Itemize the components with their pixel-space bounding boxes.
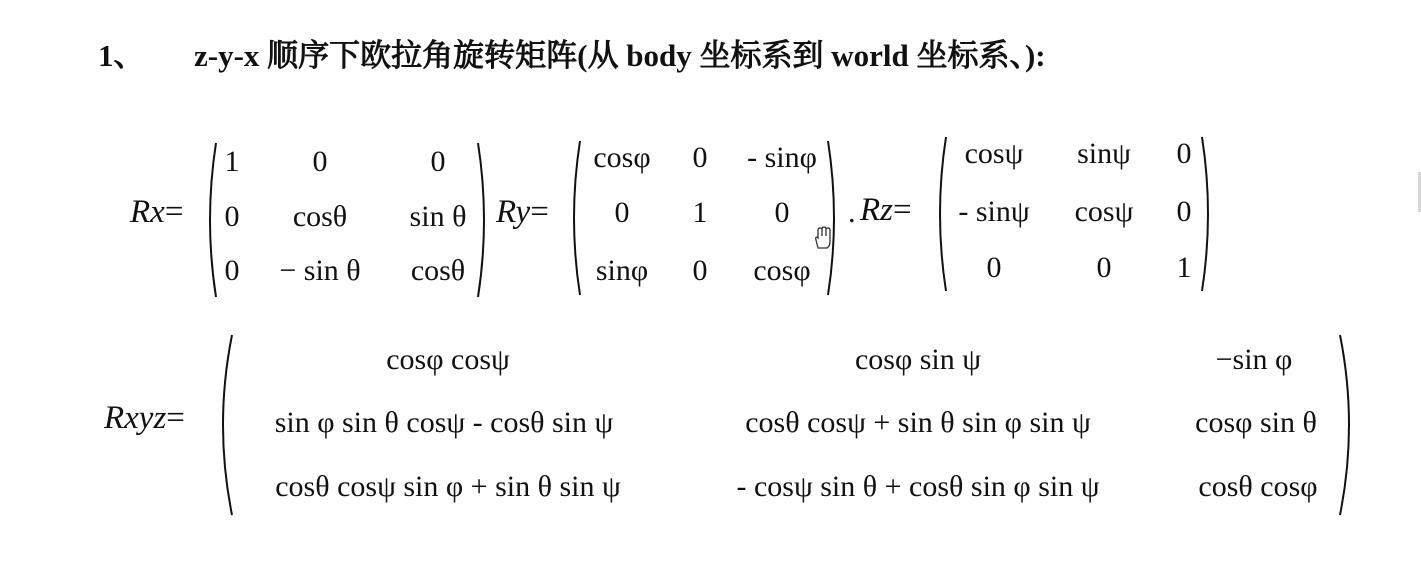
rxyz-cell-11: cosφ cosψ <box>386 343 510 376</box>
rz-label-text: Rz <box>860 192 893 228</box>
rz-right-paren <box>1200 134 1216 294</box>
rxyz-cell-31: cosθ cosψ sin φ + sin θ sin ψ <box>275 470 621 503</box>
ry-cell-23: 0 <box>774 196 790 229</box>
rxyz-cell-32: - cosψ sin θ + cosθ sin φ sin ψ <box>736 470 1100 503</box>
rxyz-matrix <box>212 332 1360 518</box>
rx-cell-21: 0 <box>224 200 240 233</box>
rx-cell-32: − sin θ <box>279 254 361 287</box>
rz-cell-11: cosψ <box>964 137 1024 170</box>
rxyz-right-paren <box>1338 332 1360 518</box>
rx-label-text: Rx <box>130 194 165 230</box>
section-title: z-y-x 顺序下欧拉角旋转矩阵(从 body 坐标系到 world 坐标系、): <box>194 38 1046 73</box>
rxyz-cell-12: cosφ sin ψ <box>854 343 982 376</box>
rz-separator: . <box>848 196 856 229</box>
rz-cell-31: 0 <box>986 251 1002 284</box>
rx-left-paren <box>202 140 218 300</box>
rxyz-equals: = <box>166 400 185 436</box>
rx-label <box>130 194 183 231</box>
rxyz-cell-21: sin φ sin θ cosψ - cosθ sin ψ <box>274 406 614 439</box>
rx-equals: = <box>164 194 184 230</box>
ry-cell-12: 0 <box>692 141 708 174</box>
rx-cell-12: 0 <box>312 145 328 178</box>
ry-cell-21: 0 <box>614 196 630 229</box>
rz-left-paren <box>932 134 948 294</box>
rxyz-cell-33: cosθ cosφ <box>1198 470 1318 503</box>
section-heading <box>98 30 1046 75</box>
ry-right-paren <box>826 138 842 298</box>
rz-matrix <box>932 134 1216 294</box>
rx-cell-11: 1 <box>224 145 240 178</box>
ry-cell-11: cosφ <box>593 141 651 174</box>
ry-cell-13: - sinφ <box>747 141 817 174</box>
rz-cell-23: 0 <box>1176 195 1192 228</box>
rx-cell-33: cosθ <box>410 254 466 287</box>
rx-right-paren <box>476 140 492 300</box>
ry-cell-22: 1 <box>692 196 708 229</box>
hand-cursor-icon <box>812 226 834 250</box>
rxyz-cell-13: −sin φ <box>1215 343 1293 376</box>
rz-cell-13: 0 <box>1176 137 1192 170</box>
rx-matrix <box>202 140 492 300</box>
rz-label <box>860 192 912 229</box>
rx-cell-22: cosθ <box>292 200 348 233</box>
rz-cell-22: cosψ <box>1074 195 1134 228</box>
rz-cell-33: 1 <box>1176 251 1192 284</box>
rz-cell-32: 0 <box>1096 251 1112 284</box>
rx-cell-23: sin θ <box>409 200 467 233</box>
ry-cell-33: cosφ <box>753 254 811 287</box>
rz-cell-12: sinψ <box>1077 137 1131 170</box>
rz-equals: = <box>893 192 912 228</box>
rx-cell-31: 0 <box>224 254 240 287</box>
rx-cell-13: 0 <box>430 145 446 178</box>
ry-equals: = <box>530 194 549 230</box>
ry-label <box>496 194 549 231</box>
ry-cell-32: 0 <box>692 254 708 287</box>
ry-cell-31: sinφ <box>595 254 649 287</box>
rxyz-cell-23: cosφ sin θ <box>1195 406 1317 439</box>
rxyz-left-paren <box>212 332 234 518</box>
rz-cell-21: - sinψ <box>958 195 1030 228</box>
ry-label-text: Ry <box>496 194 531 230</box>
ry-left-paren <box>566 138 582 298</box>
section-number: 1、 <box>98 38 145 73</box>
rxyz-label <box>104 400 185 437</box>
rxyz-label-text: Rxyz <box>104 400 167 436</box>
rxyz-cell-22: cosθ cosψ + sin θ sin φ sin ψ <box>745 406 1091 439</box>
ry-matrix <box>566 138 842 298</box>
